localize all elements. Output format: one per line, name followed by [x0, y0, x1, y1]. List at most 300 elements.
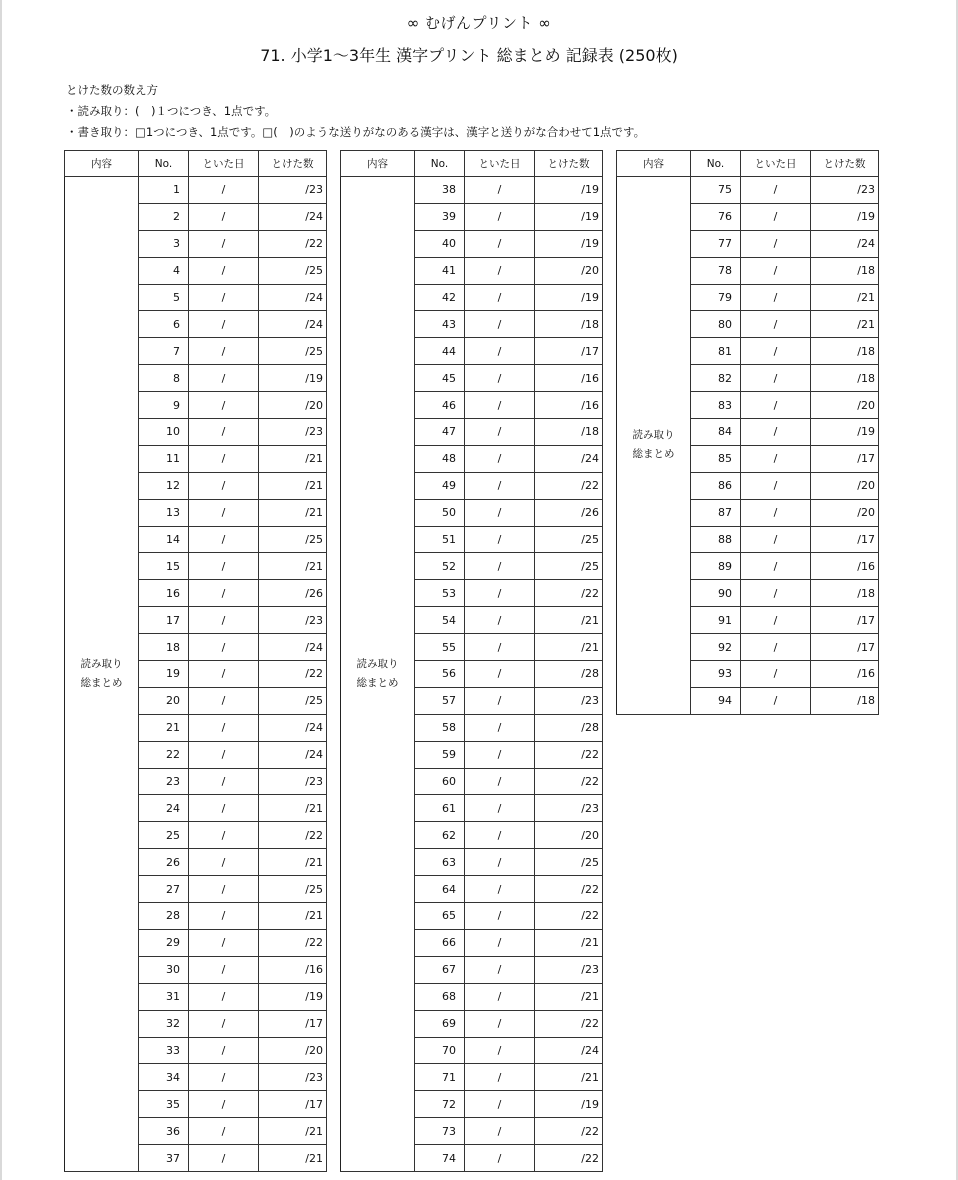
row-number: 47 [415, 419, 465, 446]
header-date: といた日 [741, 151, 811, 177]
date-field[interactable]: / [189, 445, 259, 472]
row-number: 81 [691, 338, 741, 365]
score-field[interactable]: /22 [259, 661, 327, 688]
date-field[interactable]: / [465, 526, 535, 553]
score-field[interactable]: /23 [259, 1064, 327, 1091]
score-field[interactable]: /17 [259, 1091, 327, 1118]
score-field[interactable]: /21 [811, 284, 879, 311]
row-number: 13 [139, 499, 189, 526]
date-field[interactable]: / [741, 526, 811, 553]
score-field[interactable]: /18 [811, 338, 879, 365]
row-number: 36 [139, 1118, 189, 1145]
score-field[interactable]: /25 [259, 876, 327, 903]
record-table-1 [64, 150, 327, 1172]
date-field[interactable]: / [189, 472, 259, 499]
date-field[interactable]: / [189, 526, 259, 553]
score-field[interactable]: /21 [535, 1064, 603, 1091]
score-field[interactable]: /16 [811, 661, 879, 688]
row-number: 18 [139, 634, 189, 661]
row-number: 66 [415, 929, 465, 956]
row-number: 31 [139, 983, 189, 1010]
row-number: 72 [415, 1091, 465, 1118]
score-field[interactable]: /24 [259, 714, 327, 741]
row-number: 25 [139, 822, 189, 849]
score-field[interactable]: /23 [259, 768, 327, 795]
score-field[interactable]: /21 [259, 795, 327, 822]
date-field[interactable]: / [465, 177, 535, 204]
instructions-reading: ・読み取り：( )１つにつき、1点です。 [66, 104, 277, 118]
date-field[interactable]: / [741, 661, 811, 688]
date-field[interactable]: / [741, 687, 811, 714]
date-field[interactable]: / [741, 580, 811, 607]
category-cell [341, 177, 415, 1172]
score-field[interactable]: /16 [811, 553, 879, 580]
date-field[interactable]: / [741, 499, 811, 526]
row-number: 65 [415, 903, 465, 930]
row-number: 49 [415, 472, 465, 499]
date-field[interactable]: / [465, 392, 535, 419]
date-field[interactable]: / [189, 419, 259, 446]
row-number: 35 [139, 1091, 189, 1118]
row-number: 73 [415, 1118, 465, 1145]
score-field[interactable]: /21 [259, 1145, 327, 1172]
row-number: 8 [139, 365, 189, 392]
row-number: 30 [139, 956, 189, 983]
instructions [66, 80, 645, 143]
row-number: 15 [139, 553, 189, 580]
date-field[interactable]: / [189, 203, 259, 230]
score-field[interactable]: /23 [811, 177, 879, 204]
row-number: 58 [415, 714, 465, 741]
score-field[interactable]: /23 [259, 607, 327, 634]
date-field[interactable]: / [741, 230, 811, 257]
row-number: 83 [691, 392, 741, 419]
table-header-row [65, 151, 327, 177]
table-row [65, 177, 327, 204]
score-field[interactable]: /19 [811, 203, 879, 230]
date-field[interactable]: / [189, 768, 259, 795]
score-field[interactable]: /18 [535, 311, 603, 338]
score-field[interactable]: /22 [535, 580, 603, 607]
date-field[interactable]: / [189, 177, 259, 204]
score-field[interactable]: /22 [259, 230, 327, 257]
score-field[interactable]: /22 [535, 1010, 603, 1037]
score-field[interactable]: /20 [259, 392, 327, 419]
row-number: 93 [691, 661, 741, 688]
row-number: 69 [415, 1010, 465, 1037]
score-field[interactable]: /21 [535, 607, 603, 634]
score-field[interactable]: /22 [535, 1118, 603, 1145]
score-field[interactable]: /25 [259, 257, 327, 284]
score-field[interactable]: /23 [535, 687, 603, 714]
score-field[interactable]: /21 [259, 849, 327, 876]
score-field[interactable]: /18 [535, 419, 603, 446]
date-field[interactable]: / [465, 580, 535, 607]
date-field[interactable]: / [189, 687, 259, 714]
date-field[interactable]: / [465, 472, 535, 499]
row-number: 84 [691, 419, 741, 446]
score-field[interactable]: /24 [535, 445, 603, 472]
row-number: 85 [691, 445, 741, 472]
row-number: 34 [139, 1064, 189, 1091]
score-field[interactable]: /20 [259, 1037, 327, 1064]
score-field[interactable]: /18 [811, 257, 879, 284]
score-field[interactable]: /17 [535, 338, 603, 365]
score-field[interactable]: /24 [259, 203, 327, 230]
category-label-line2: 総まとめ [356, 676, 399, 689]
row-number: 78 [691, 257, 741, 284]
score-field[interactable]: /23 [535, 956, 603, 983]
date-field[interactable]: / [465, 929, 535, 956]
score-field[interactable]: /22 [259, 929, 327, 956]
score-field[interactable]: /24 [535, 1037, 603, 1064]
row-number: 48 [415, 445, 465, 472]
score-field[interactable]: /24 [259, 284, 327, 311]
row-number: 16 [139, 580, 189, 607]
date-field[interactable]: / [465, 983, 535, 1010]
date-field[interactable]: / [741, 177, 811, 204]
table-header-row [341, 151, 603, 177]
date-field[interactable]: / [465, 338, 535, 365]
row-number: 23 [139, 768, 189, 795]
row-number: 94 [691, 687, 741, 714]
row-number: 5 [139, 284, 189, 311]
date-field[interactable]: / [741, 338, 811, 365]
score-field[interactable]: /22 [535, 768, 603, 795]
score-field[interactable]: /16 [535, 365, 603, 392]
row-number: 37 [139, 1145, 189, 1172]
row-number: 62 [415, 822, 465, 849]
score-field[interactable]: /21 [535, 983, 603, 1010]
row-number: 53 [415, 580, 465, 607]
date-field[interactable]: / [465, 1091, 535, 1118]
date-field[interactable]: / [741, 634, 811, 661]
header-category: 内容 [617, 151, 691, 177]
row-number: 74 [415, 1145, 465, 1172]
row-number: 11 [139, 445, 189, 472]
score-field[interactable]: /24 [259, 741, 327, 768]
row-number: 80 [691, 311, 741, 338]
row-number: 26 [139, 849, 189, 876]
row-number: 12 [139, 472, 189, 499]
score-field[interactable]: /25 [535, 526, 603, 553]
row-number: 64 [415, 876, 465, 903]
date-field[interactable]: / [465, 365, 535, 392]
date-field[interactable]: / [189, 607, 259, 634]
date-field[interactable]: / [189, 1064, 259, 1091]
row-number: 87 [691, 499, 741, 526]
date-field[interactable]: / [189, 365, 259, 392]
score-field[interactable]: /16 [535, 392, 603, 419]
header-no: No. [415, 151, 465, 177]
date-field[interactable]: / [741, 284, 811, 311]
row-number: 54 [415, 607, 465, 634]
score-field[interactable]: /19 [535, 1091, 603, 1118]
score-field[interactable]: /18 [811, 365, 879, 392]
row-number: 29 [139, 929, 189, 956]
date-field[interactable]: / [741, 419, 811, 446]
date-field[interactable]: / [189, 714, 259, 741]
score-field[interactable]: /19 [535, 230, 603, 257]
category-label-line1: 読み取り [356, 657, 399, 670]
row-number: 71 [415, 1064, 465, 1091]
row-number: 10 [139, 419, 189, 446]
date-field[interactable]: / [189, 634, 259, 661]
row-number: 4 [139, 257, 189, 284]
row-number: 33 [139, 1037, 189, 1064]
date-field[interactable]: / [189, 553, 259, 580]
date-field[interactable]: / [189, 1145, 259, 1172]
score-field[interactable]: /21 [259, 499, 327, 526]
page-title: 71. 小学1～3年生 漢字プリント 総まとめ 記録表 (250枚) [260, 46, 678, 65]
row-number: 45 [415, 365, 465, 392]
score-field[interactable]: /22 [535, 876, 603, 903]
score-field[interactable]: /20 [535, 822, 603, 849]
date-field[interactable]: / [465, 714, 535, 741]
score-field[interactable]: /25 [259, 526, 327, 553]
date-field[interactable]: / [465, 284, 535, 311]
score-field[interactable]: /25 [259, 687, 327, 714]
score-field[interactable]: /28 [535, 661, 603, 688]
date-field[interactable]: / [189, 257, 259, 284]
score-field[interactable]: /17 [811, 634, 879, 661]
row-number: 22 [139, 741, 189, 768]
date-field[interactable]: / [465, 1118, 535, 1145]
date-field[interactable]: / [189, 1010, 259, 1037]
date-field[interactable]: / [189, 499, 259, 526]
header-no: No. [139, 151, 189, 177]
date-field[interactable]: / [189, 338, 259, 365]
score-field[interactable]: /26 [535, 499, 603, 526]
score-field[interactable]: /22 [535, 741, 603, 768]
instructions-heading: とけた数の数え方 [66, 83, 158, 97]
score-field[interactable]: /21 [259, 1118, 327, 1145]
score-field[interactable]: /20 [535, 257, 603, 284]
date-field[interactable]: / [189, 392, 259, 419]
score-field[interactable]: /19 [535, 284, 603, 311]
row-number: 17 [139, 607, 189, 634]
row-number: 88 [691, 526, 741, 553]
row-number: 63 [415, 849, 465, 876]
table-header-row [617, 151, 879, 177]
row-number: 40 [415, 230, 465, 257]
category-label-line1: 読み取り [632, 429, 675, 442]
date-field[interactable]: / [465, 607, 535, 634]
date-field[interactable]: / [465, 876, 535, 903]
row-number: 51 [415, 526, 465, 553]
row-number: 67 [415, 956, 465, 983]
row-number: 32 [139, 1010, 189, 1037]
score-field[interactable]: /17 [259, 1010, 327, 1037]
page-edge-left [0, 0, 2, 1180]
header-score: とけた数 [535, 151, 603, 177]
row-number: 60 [415, 768, 465, 795]
score-field[interactable]: /19 [259, 365, 327, 392]
date-field[interactable]: / [741, 607, 811, 634]
row-number: 38 [415, 177, 465, 204]
header-date: といた日 [189, 151, 259, 177]
date-field[interactable]: / [741, 365, 811, 392]
date-field[interactable]: / [465, 768, 535, 795]
category-label-line2: 総まとめ [80, 676, 123, 689]
date-field[interactable]: / [189, 1118, 259, 1145]
row-number: 70 [415, 1037, 465, 1064]
row-number: 1 [139, 177, 189, 204]
row-number: 76 [691, 203, 741, 230]
date-field[interactable]: / [189, 983, 259, 1010]
date-field[interactable]: / [465, 1037, 535, 1064]
date-field[interactable]: / [465, 1010, 535, 1037]
date-field[interactable]: / [741, 472, 811, 499]
score-field[interactable]: /19 [811, 419, 879, 446]
date-field[interactable]: / [465, 203, 535, 230]
score-field[interactable]: /19 [535, 203, 603, 230]
row-number: 6 [139, 311, 189, 338]
row-number: 20 [139, 687, 189, 714]
date-field[interactable]: / [465, 1064, 535, 1091]
score-field[interactable]: /21 [535, 929, 603, 956]
date-field[interactable]: / [465, 257, 535, 284]
date-field[interactable]: / [189, 1037, 259, 1064]
score-field[interactable]: /21 [811, 311, 879, 338]
score-field[interactable]: /18 [811, 687, 879, 714]
row-number: 57 [415, 687, 465, 714]
score-field[interactable]: /23 [259, 177, 327, 204]
date-field[interactable]: / [465, 687, 535, 714]
score-field[interactable]: /24 [259, 311, 327, 338]
date-field[interactable]: / [465, 419, 535, 446]
instructions-writing: ・書き取り：□1つにつき、1点です。□( )のような送りがなのある漢字は、漢字と送りがな合わせて1点です。 [66, 125, 646, 139]
record-table-2 [340, 150, 603, 1172]
date-field[interactable]: / [465, 956, 535, 983]
date-field[interactable]: / [741, 311, 811, 338]
header-score: とけた数 [811, 151, 879, 177]
score-field[interactable]: /22 [535, 1145, 603, 1172]
date-field[interactable]: / [189, 1091, 259, 1118]
score-field[interactable]: /20 [811, 392, 879, 419]
score-field[interactable]: /19 [535, 177, 603, 204]
score-field[interactable]: /16 [259, 956, 327, 983]
date-field[interactable]: / [741, 445, 811, 472]
score-field[interactable]: /17 [811, 607, 879, 634]
score-field[interactable]: /21 [535, 634, 603, 661]
row-number: 39 [415, 203, 465, 230]
date-field[interactable]: / [189, 876, 259, 903]
date-field[interactable]: / [465, 634, 535, 661]
row-number: 19 [139, 661, 189, 688]
header-score: とけた数 [259, 151, 327, 177]
date-field[interactable]: / [189, 903, 259, 930]
date-field[interactable]: / [189, 929, 259, 956]
score-field[interactable]: /17 [811, 445, 879, 472]
score-field[interactable]: /19 [259, 983, 327, 1010]
date-field[interactable]: / [189, 741, 259, 768]
date-field[interactable]: / [465, 230, 535, 257]
date-field[interactable]: / [465, 849, 535, 876]
date-field[interactable]: / [465, 1145, 535, 1172]
row-number: 77 [691, 230, 741, 257]
row-number: 91 [691, 607, 741, 634]
row-number: 56 [415, 661, 465, 688]
row-number: 50 [415, 499, 465, 526]
date-field[interactable]: / [465, 445, 535, 472]
row-number: 90 [691, 580, 741, 607]
score-field[interactable]: /21 [259, 903, 327, 930]
category-label-line2: 総まとめ [632, 448, 675, 461]
date-field[interactable]: / [465, 311, 535, 338]
date-field[interactable]: / [465, 741, 535, 768]
date-field[interactable]: / [189, 661, 259, 688]
score-field[interactable]: /25 [259, 338, 327, 365]
date-field[interactable]: / [741, 392, 811, 419]
score-field[interactable]: /28 [535, 714, 603, 741]
score-field[interactable]: /18 [811, 580, 879, 607]
category-cell [65, 177, 139, 1172]
table-row [617, 177, 879, 204]
date-field[interactable]: / [741, 203, 811, 230]
date-field[interactable]: / [189, 956, 259, 983]
date-field[interactable]: / [465, 795, 535, 822]
date-field[interactable]: / [189, 795, 259, 822]
score-field[interactable]: /17 [811, 526, 879, 553]
score-field[interactable]: /25 [535, 849, 603, 876]
date-field[interactable]: / [465, 661, 535, 688]
row-number: 59 [415, 741, 465, 768]
row-number: 42 [415, 284, 465, 311]
score-field[interactable]: /21 [259, 472, 327, 499]
score-field[interactable]: /24 [811, 230, 879, 257]
table-row [341, 177, 603, 204]
date-field[interactable]: / [465, 903, 535, 930]
score-field[interactable]: /25 [535, 553, 603, 580]
row-number: 41 [415, 257, 465, 284]
row-number: 21 [139, 714, 189, 741]
score-field[interactable]: /22 [535, 903, 603, 930]
row-number: 46 [415, 392, 465, 419]
score-field[interactable]: /23 [535, 795, 603, 822]
header-no: No. [691, 151, 741, 177]
row-number: 68 [415, 983, 465, 1010]
row-number: 2 [139, 203, 189, 230]
date-field[interactable]: / [189, 849, 259, 876]
date-field[interactable]: / [465, 499, 535, 526]
score-field[interactable]: /23 [259, 419, 327, 446]
date-field[interactable]: / [465, 553, 535, 580]
date-field[interactable]: / [741, 553, 811, 580]
date-field[interactable]: / [189, 230, 259, 257]
score-field[interactable]: /21 [259, 553, 327, 580]
header-category: 内容 [341, 151, 415, 177]
date-field[interactable]: / [741, 257, 811, 284]
row-number: 14 [139, 526, 189, 553]
date-field[interactable]: / [189, 311, 259, 338]
score-field[interactable]: /24 [259, 634, 327, 661]
score-field[interactable]: /20 [811, 499, 879, 526]
score-field[interactable]: /21 [259, 445, 327, 472]
score-field[interactable]: /22 [259, 822, 327, 849]
date-field[interactable]: / [189, 822, 259, 849]
row-number: 86 [691, 472, 741, 499]
date-field[interactable]: / [189, 580, 259, 607]
score-field[interactable]: /26 [259, 580, 327, 607]
date-field[interactable]: / [189, 284, 259, 311]
date-field[interactable]: / [465, 822, 535, 849]
category-cell [617, 177, 691, 715]
score-field[interactable]: /22 [535, 472, 603, 499]
header-date: といた日 [465, 151, 535, 177]
record-table-3 [616, 150, 879, 715]
score-field[interactable]: /20 [811, 472, 879, 499]
